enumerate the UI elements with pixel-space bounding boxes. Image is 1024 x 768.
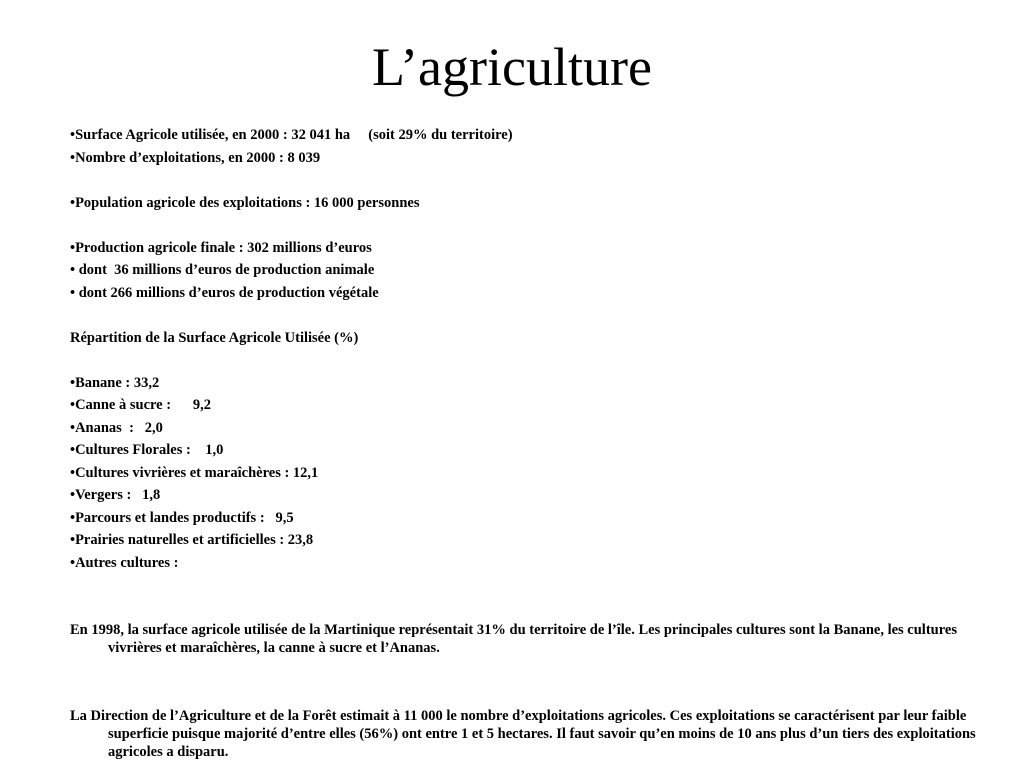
repartition-item-parcours: •Parcours et landes productifs : 9,5: [70, 509, 294, 526]
repartition-item-vivrieres: •Cultures vivrières et maraîchères : 12,1: [70, 464, 319, 481]
stat-surface: •Surface Agricole utilisée, en 2000 : 32 041 ha (soit 29% du territoire): [70, 127, 513, 143]
repartition-item-ananas: •Ananas : 2,0: [70, 419, 163, 436]
paragraph-1998: En 1998, la surface agricole utilisée de la Martinique représentait 31% du territoire de l’île. Les principales cultures sont la Banane, les cultures vivrières et maraîchères, la canne à sucre et l’Ananas.: [70, 622, 957, 656]
stat-production: •Production agricole finale : 302 millions d’euros: [70, 239, 372, 256]
repartition-item-prairies: •Prairies naturelles et artificielles : 23,8: [70, 532, 314, 548]
spacer: [70, 304, 950, 327]
slide-content: [70, 124, 950, 574]
paragraph-direction: La Direction de l’Agriculture et de la Forêt estimait à 11 000 le nombre d’exploitations agricoles. Ces exploitations se caractérisent par leur faible superficie puisque majorité d’entre elles (56%) ont entre 1 et 5 hectares. Il faut savoir qu’en moins de 10 ans plus d’un tiers des exploitations agricoles a disparu.: [70, 708, 976, 760]
stat-production-animale: • dont 36 millions d’euros de production animale: [70, 262, 375, 278]
repartition-item-autres: •Autres cultures :: [70, 554, 179, 571]
slide-title: L’agriculture: [372, 37, 652, 97]
repartition-heading: Répartition de la Surface Agricole Utilisée (%): [70, 329, 359, 346]
repartition-item-florales: •Cultures Florales : 1,0: [70, 442, 224, 458]
repartition-item-banane: •Banane : 33,2: [70, 374, 160, 391]
spacer: [70, 349, 950, 372]
repartition-item-vergers: •Vergers : 1,8: [70, 487, 161, 503]
stat-production-vegetale: • dont 266 millions d’euros de production végétale: [70, 284, 379, 301]
stat-population: •Population agricole des exploitations : 16 000 personnes: [70, 194, 420, 211]
repartition-item-canne: •Canne à sucre : 9,2: [70, 397, 211, 413]
spacer: [70, 214, 950, 237]
stat-exploitations: •Nombre d’exploitations, en 2000 : 8 039: [70, 149, 321, 166]
spacer: [70, 169, 950, 192]
